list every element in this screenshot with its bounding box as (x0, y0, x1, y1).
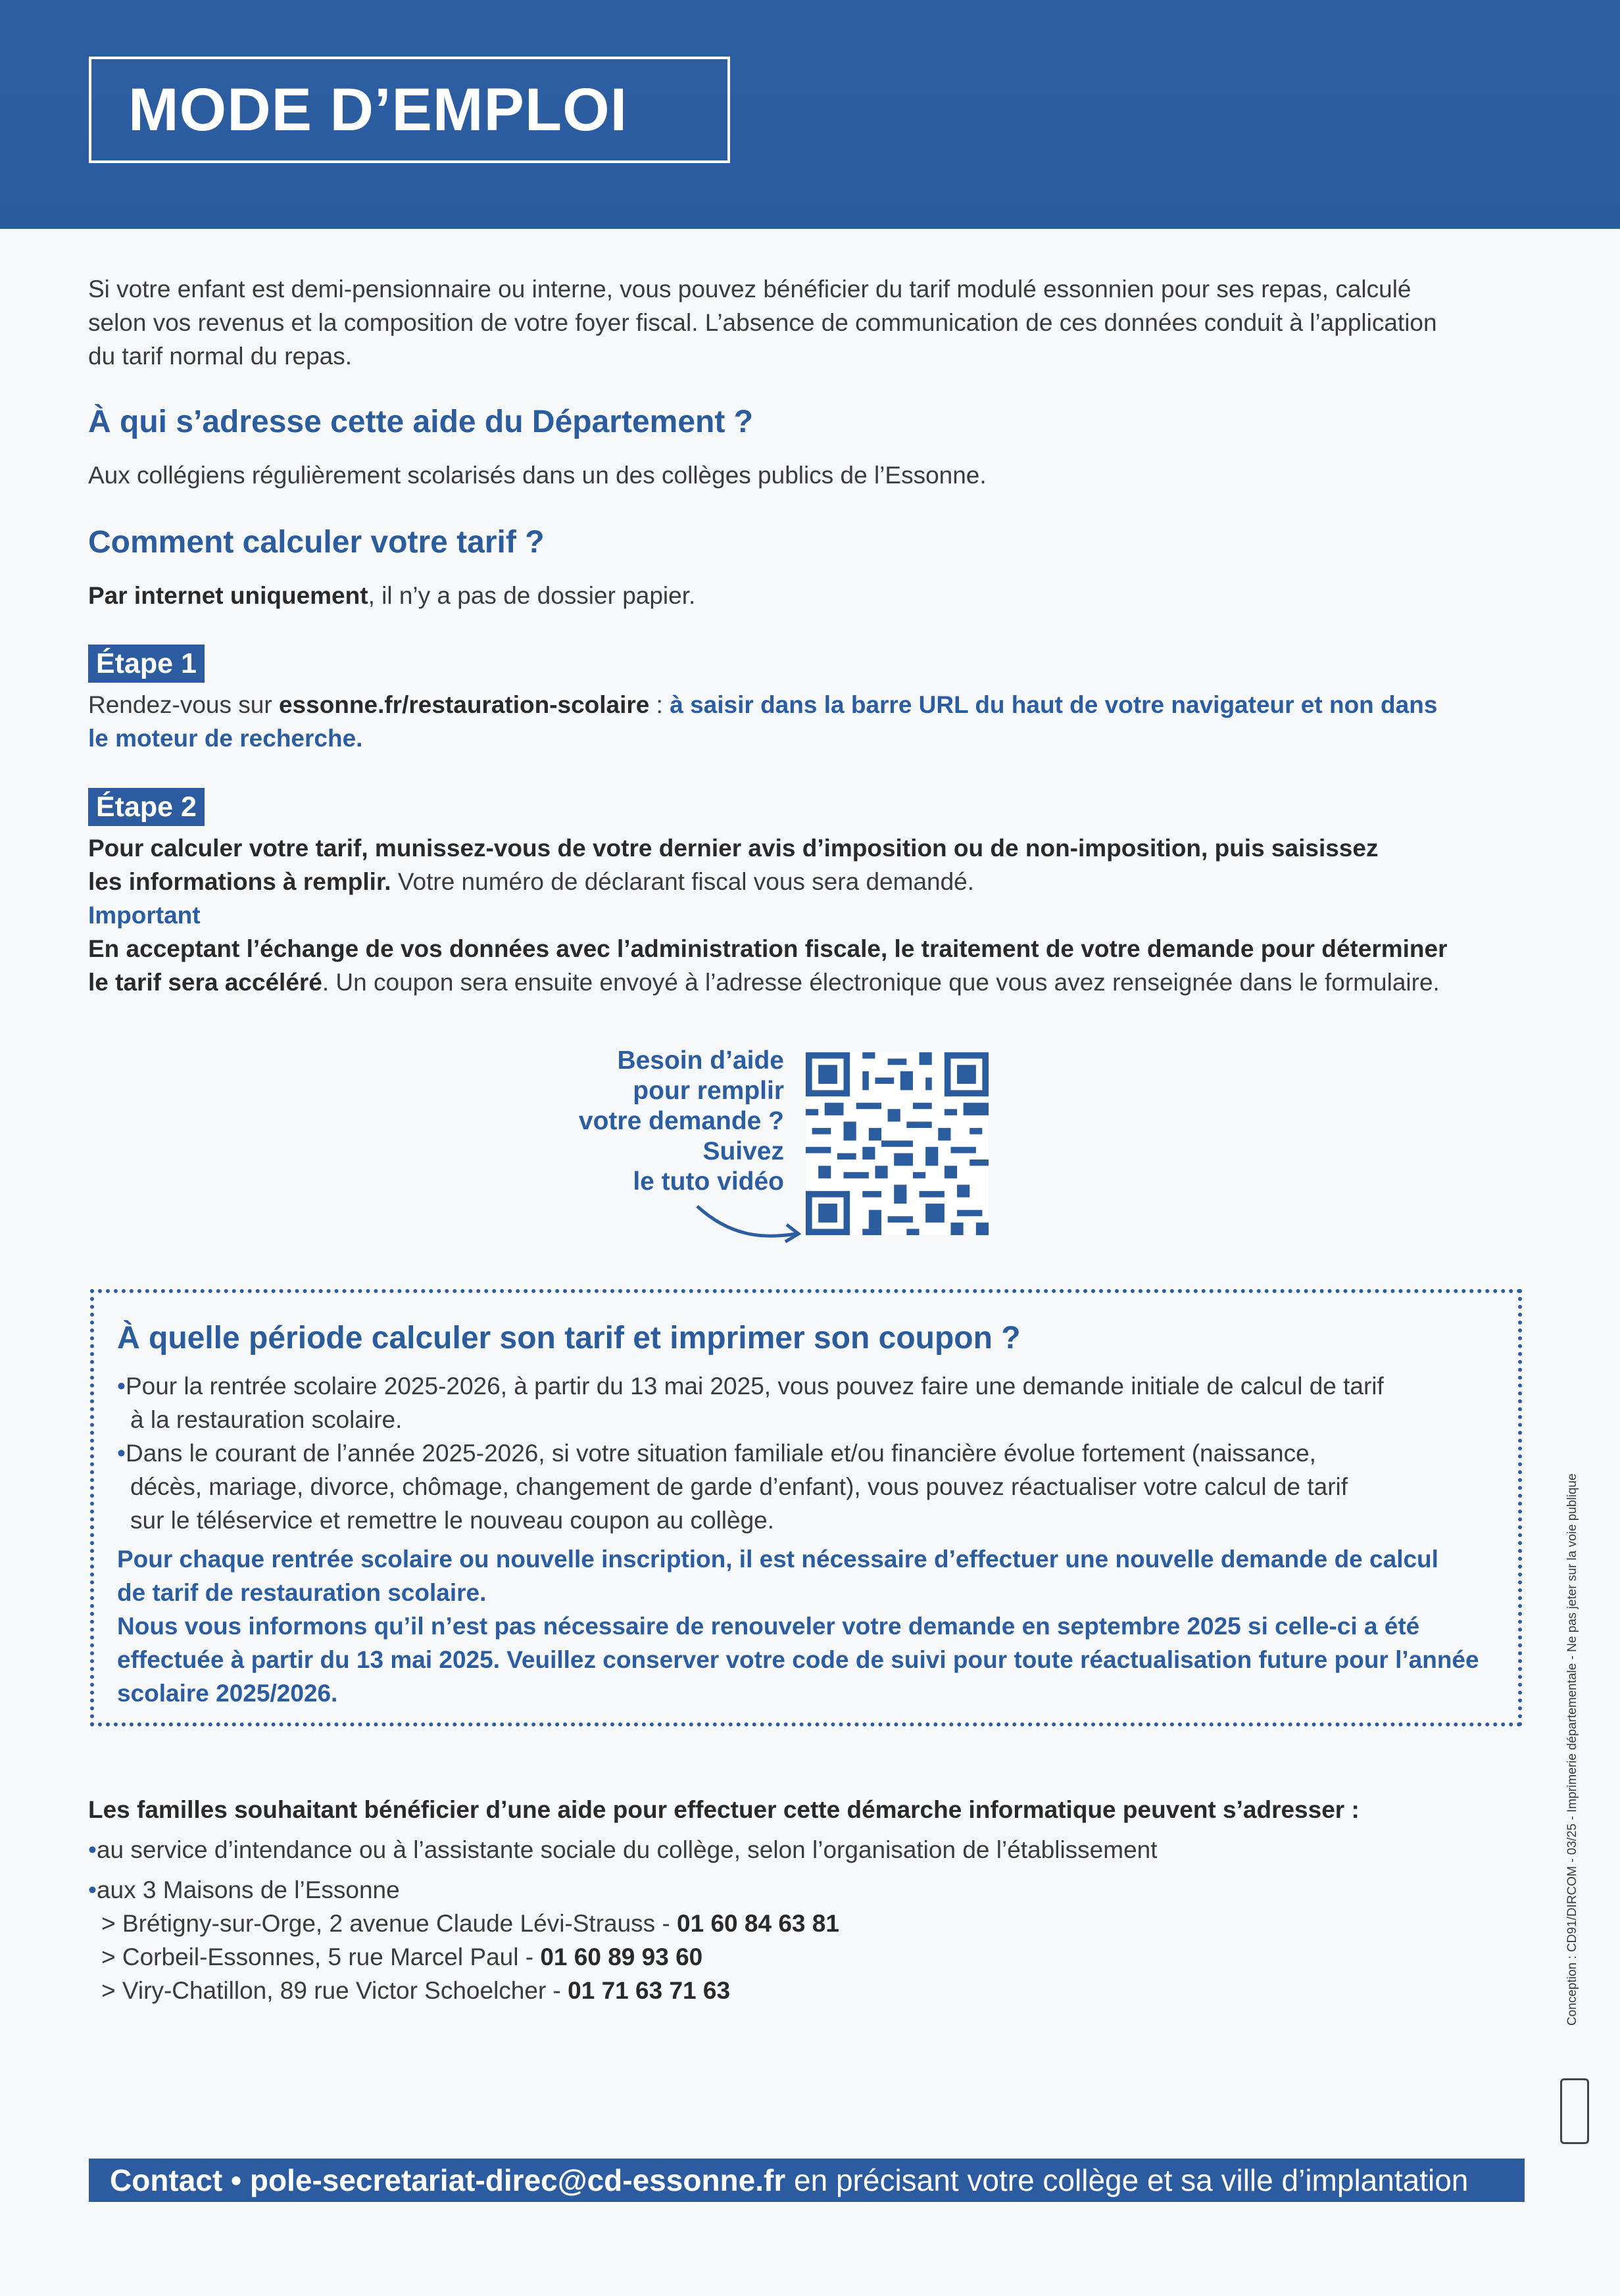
intro-line: Si votre enfant est demi-pensionnaire ou interne, vous pouvez bénéficier du tarif modulé essonnien pour ses repas, calculé (88, 276, 1411, 303)
maison-corbeil: > Corbeil-Essonnes, 5 rue Marcel Paul - 01 60 89 93 60 (101, 1943, 703, 1970)
qr-code-icon[interactable] (806, 1052, 989, 1235)
families-section: Les familles souhaitant bénéficier d’une aide pour effectuer cette démarche informatique peuvent s’adresser : •au service d’intendance ou à l’assistante sociale du collège, selon l’organisation de l’établissement •aux 3 Maisons de l’Essonne > Brétigny-sur-Orge, 2 avenue Claude Lévi-Strauss - 01 60 84 63 81 > Corbeil-Essonnes, 5 rue Marcel Paul - 01 60 89 93 60 > Viry-Chatillon, 89 rue Victor Schoelcher - 01 71 63 71 63 (88, 1793, 1548, 2007)
period-note: Pour chaque rentrée scolaire ou nouvelle inscription, il est nécessaire d’effectuer une nouvelle demande de calcul de tarif de restauration scolaire. Nous vous informons qu’il n’est pas nécessaire de renouveler votre demande en septembre 2025 si celle-ci a été effectuée à partir du 13 mai 2025. Veuillez conserver votre code de suivi pour toute réactualisation future pour l’année scolaire 2025/2026. (117, 1546, 1479, 1707)
maison-bretigny: > Brétigny-sur-Orge, 2 avenue Claude Lévi-Strauss - 01 60 84 63 81 (101, 1910, 839, 1937)
step1-badge: Étape 1 (88, 645, 205, 683)
important-label: Important (88, 902, 201, 929)
period-heading: À quelle période calculer son tarif et imprimer son coupon ? (117, 1321, 1021, 1356)
intro-line: du tarif normal du repas. (88, 343, 353, 370)
section-heading-who: À qui s’adresse cette aide du Département ? (88, 404, 753, 439)
section-text-who: Aux collégiens régulièrement scolarisés dans un des collèges publics de l’Essonne. (88, 462, 987, 489)
step2-badge: Étape 2 (88, 788, 205, 826)
step2-text: Pour calculer votre tarif, munissez-vous de votre dernier avis d’imposition ou de non-imposition, puis saisissez les informations à remplir. Votre numéro de déclarant fiscal vous sera demandé. Important En acceptant l’échange de vos données avec l’administration fiscale, le traitement de votre demande pour déterminer le tarif sera accéléré. Un coupon sera ensuite envoyé à l’adresse électronique que vous avez renseignée dans le formulaire. (88, 831, 1548, 999)
step1-url: essonne.fr/restauration-scolaire (278, 691, 650, 718)
section-heading-how: Comment calculer votre tarif ? (88, 525, 545, 560)
page-title: MODE D’EMPLOI (128, 76, 628, 143)
period-bullets: •Pour la rentrée scolaire 2025-2026, à partir du 13 mai 2025, vous pouvez faire une demande initiale de calcul de tarif à la restauration scolaire. •Dans le courant de l’année 2025-2026, si votre situation familiale et/ou financière évolue fortement (naissance, décès, mariage, divorce, chômage, changement de garde d’enfant), vous pouvez réactualiser votre calcul de tarif sur le téléservice et remettre le nouveau coupon au collège. (117, 1373, 1384, 1534)
contact-email-link[interactable]: Contact • pole-secretariat-direc@cd-essonne.fr (110, 2163, 786, 2197)
page-title-box (89, 57, 730, 163)
contact-bar: Contact • pole-secretariat-direc@cd-essonne.fr en précisant votre collège et sa ville d’implantation (89, 2159, 1525, 2202)
arrow-icon (691, 1197, 809, 1250)
step1-text: Rendez-vous sur essonne.fr/restauration-scolaire : à saisir dans la barre URL du haut de votre navigateur et non dans le moteur de recherche. (88, 691, 1438, 752)
intro-paragraph (88, 272, 1548, 373)
imprim-vert-logo-icon (1560, 2078, 1589, 2144)
side-credit: Conception : CD91/DIRCOM - 03/25 - Imprimerie départementale - Ne pas jeter sur la voie publique (1565, 1473, 1579, 2026)
maison-viry: > Viry-Chatillon, 89 rue Victor Schoelcher - 01 71 63 71 63 (101, 1977, 731, 2004)
section-text-how: Par internet uniquement, il n’y a pas de dossier papier. (88, 582, 696, 609)
intro-line: selon vos revenus et la composition de votre foyer fiscal. L’absence de communication de ces données conduit à l’application (88, 309, 1437, 336)
help-video-text: Besoin d’aide pour remplir votre demande ? Suivez le tuto vidéo (578, 1046, 784, 1196)
